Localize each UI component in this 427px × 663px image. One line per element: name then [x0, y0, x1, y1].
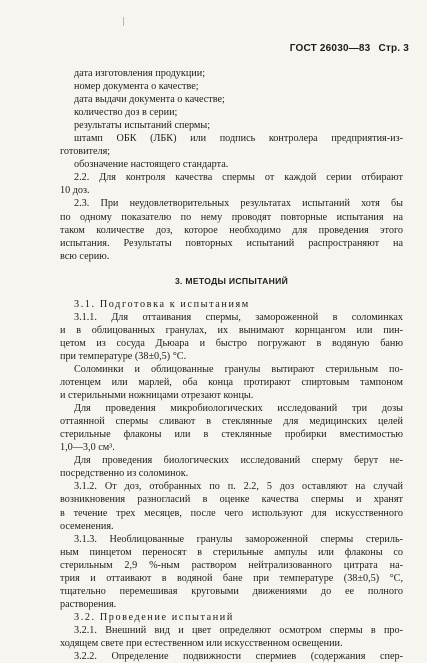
paragraph-micro-line: 1,0—3,0 см³.	[60, 442, 115, 454]
paragraph-3-1-3-line: стерильным 2,9 %-ным раствором нейтрализованного цитрата на-	[60, 559, 403, 571]
paragraph-3-1-2-line: 3.1.2. От доз, отобранных по п. 2.2, 5 доз оставляют на случай	[74, 481, 403, 493]
paragraph-3-1-1-line: 3.1.1. Для оттаивания спермы, замороженной в соломинках	[74, 311, 403, 323]
paragraph-2-2-line: 10 доз.	[60, 185, 90, 197]
paragraph-3-1-2-line: в течение трех месяцев, после чего используют для искусственного	[60, 507, 403, 519]
paragraph-bio-line: Для проведения биологических исследований сперму берут не-	[74, 455, 403, 467]
section-title: 3. МЕТОДЫ ИСПЫТАНИЙ	[174, 275, 289, 286]
paragraph-2-3-line: по одному показателю по нему проводят повторные испытания на	[60, 211, 403, 223]
paragraph-2-2-line: 2.2. Для контроля качества спермы от каждой серии отбирают	[74, 172, 403, 184]
subsection-title: 3.1. Подготовка к испытаниям	[74, 298, 250, 310]
paragraph-3-1-2-line: осеменения.	[60, 520, 114, 532]
paragraph-micro-line: оттаянной спермы сливают в стеклянные для медицинских целей	[60, 416, 403, 428]
paragraph-3-2-1-line: 3.2.1. Внешний вид и цвет определяют осмотром спермы в про-	[74, 624, 403, 636]
list-item: номер документа о качестве;	[74, 81, 199, 93]
paragraph-2-3-line: 2.3. При неудовлетворительных результатах испытаний хотя бы	[74, 198, 403, 210]
paragraph-3-1-1-line: при температуре (38±0,5) °С.	[60, 350, 187, 362]
paragraph-3-1-1-line: и в облицованных гранулах, их вынимают корнцангом или пин-	[60, 324, 403, 336]
paragraph-2-3-line: всю серию.	[60, 250, 110, 262]
paragraph-3-1-3-line: ным пинцетом переносят в стерильные ампулы или флаконы со	[60, 546, 403, 558]
page-number: Стр. 3	[378, 43, 409, 54]
list-item: обозначение настоящего стандарта.	[74, 159, 229, 171]
list-item: дата выдачи документа о качестве;	[74, 94, 225, 106]
body-text	[60, 67, 403, 663]
scan-mark	[123, 17, 124, 26]
paragraph-straws-line: Соломинки и облицованные гранулы вытирают стерильным по-	[74, 363, 403, 375]
list-item: дата изготовления продукции;	[74, 68, 206, 79]
list-item: результаты испытаний спермы;	[74, 120, 211, 132]
paragraph-2-3-line: испытания. Результаты повторных испытаний распространяют на	[60, 237, 403, 249]
paragraph-micro-line: Для проведения микробиологических исследований три дозы	[74, 403, 403, 415]
paragraph-3-1-2-line: возникновения разногласий в оценке качества спермы и хранят	[60, 494, 403, 506]
subsection-title: 3.2. Проведение испытаний	[74, 611, 234, 623]
list-item: готовителя;	[60, 146, 111, 158]
paragraph-micro-line: стерильные флаконы или в стеклянные пробирки вместимостью	[60, 429, 403, 441]
standard-number: ГОСТ 26030—83	[289, 43, 371, 54]
list-item: штамп ОБК (ЛБК) или подпись контролера предприятия-из-	[74, 133, 403, 145]
list-item: количество доз в серии;	[74, 107, 178, 119]
paragraph-3-2-1-line: ходящем свете при естественном или искусственном освещении.	[60, 637, 343, 649]
page-header	[290, 43, 409, 54]
paragraph-3-1-3-line: трия и оттаивают в водяной бане при температуре (38±0,5) °С,	[60, 572, 403, 584]
paragraph-3-1-3-line: 3.1.3. Необлицованные гранулы замороженной спермы стериль-	[74, 533, 403, 545]
paragraph-2-3-line: таком количестве доз, которое необходимо для проведения этого	[60, 224, 403, 236]
paragraph-3-1-1-line: цетом из сосуда Дьюара и быстро погружают в водяную баню	[60, 337, 403, 349]
paragraph-3-1-3-line: растворения.	[60, 598, 117, 610]
paragraph-3-1-3-line: тщательно перемешивая круговыми движениями до ее полного	[60, 585, 403, 597]
paragraph-3-2-2-line: 3.2.2. Определение подвижности спермиев (содержания спер-	[74, 651, 403, 663]
paragraph-straws-line: и стерильными ножницами отрезают концы.	[60, 390, 254, 402]
paragraph-bio-line: посредственно из соломинок.	[60, 468, 189, 480]
paragraph-straws-line: лотенцем или марлей, оба конца протирают спиртовым тампоном	[60, 377, 403, 389]
